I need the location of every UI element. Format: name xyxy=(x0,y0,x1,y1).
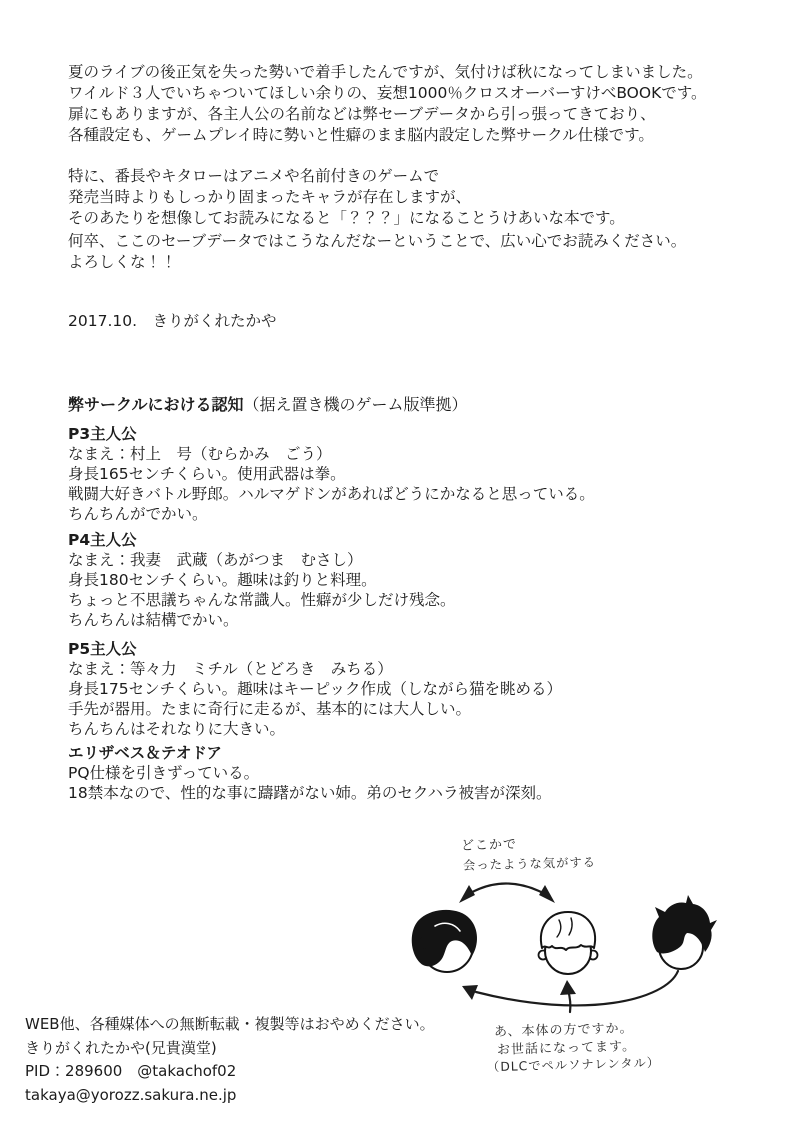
intro-paragraph-2 xyxy=(68,166,625,229)
profile-elizabeth-theodore xyxy=(68,743,552,803)
profile-title: P3主人公 xyxy=(68,425,137,443)
profile-p5-hero xyxy=(68,639,562,739)
profile-line: ちょっと不思議ちゃんな常識人。性癖が少しだけ残念。 xyxy=(68,591,456,609)
mutual-double-arrow-icon xyxy=(459,884,555,904)
copyright-notice: WEB他、各種媒体への無断転載・複製等はおやめください。 xyxy=(25,1015,435,1033)
profile-line: 身長165センチくらい。使用武器は拳。 xyxy=(68,465,346,483)
profile-line: なまえ：等々力 ミチル（とどろき みちる） xyxy=(68,660,393,678)
p4-hero-head-icon xyxy=(539,912,598,974)
section-heading-title: 弊サークルにおける認知 xyxy=(68,395,244,414)
intro-line: 扉にもありますが、各主人公の名前などは弊セーブデータから引っ張ってきており、 xyxy=(68,105,656,123)
section-heading xyxy=(68,392,468,415)
intro-line: 各種設定も、ゲームプレイ時に勢いと性癖のまま脳内設定した弊サークル仕様です。 xyxy=(68,126,654,144)
contact-email: takaya@yorozz.sakura.ne.jp xyxy=(25,1085,237,1104)
profile-p4-hero xyxy=(68,530,456,630)
intro-line: 何卒、ここのセーブデータではこうなんだなーということで、広い心でお読みください。 xyxy=(68,232,687,250)
handwritten-note-bottom-line2: お世話になってます。 xyxy=(496,1039,637,1058)
handwritten-note-bottom-line3: （DLCでペルソナレンタル） xyxy=(486,1055,661,1075)
curved-arrow-with-branch-icon xyxy=(462,971,678,1012)
p3-hero-head-icon xyxy=(412,910,477,972)
profile-p3-hero xyxy=(68,424,595,524)
profile-line: 手先が器用。たまに奇行に走るが、基本的には大人しい。 xyxy=(68,700,472,718)
profile-line: 18禁本なので、性的な事に躊躇がない姉。弟のセクハラ被害が深刻。 xyxy=(68,784,552,802)
author-circle-name: きりがくれたかや(兄貴漢堂) xyxy=(25,1038,217,1057)
intro-line: ワイルド３人でいちゃついてほしい余りの、妄想1000％クロスオーバーすけべBOOKです。 xyxy=(68,84,707,102)
handwritten-note-top-line2: 会ったような気がする xyxy=(462,855,597,873)
date-signature: 2017.10. きりがくれたかや xyxy=(68,312,277,330)
section-heading-subtitle: （据え置き機のゲーム版準拠） xyxy=(243,395,468,414)
intro-line: 発売当時よりもしっかり固まったキャラが存在しますが、 xyxy=(68,188,472,206)
intro-line: よろしくな！！ xyxy=(68,253,177,271)
intro-line: そのあたりを想像してお読みになると「？？？」になることうけあいな本です。 xyxy=(68,209,625,227)
handwritten-note-top-line1: どこかで xyxy=(460,837,518,854)
profile-line: なまえ：村上 号（むらかみ ごう） xyxy=(68,445,332,463)
profile-title: エリザベス＆テオドア xyxy=(68,744,222,762)
profile-line: ちんちんがでかい。 xyxy=(68,505,208,523)
p5-hero-head-icon xyxy=(652,895,717,969)
profile-line: ちんちんは結構でかい。 xyxy=(68,611,239,629)
intro-line: 夏のライブの後正気を失った勢いで着手したんですが、気付けば秋になってしまいました。 xyxy=(68,63,703,81)
profile-line: PQ仕様を引きずっている。 xyxy=(68,764,260,782)
pid-and-twitter-handle: PID：289600 @takachof02 xyxy=(25,1062,237,1080)
handwritten-note-bottom-line1: あ、本体の方ですか。 xyxy=(493,1021,634,1040)
profile-line: なまえ：我妻 武蔵（あがつま むさし） xyxy=(68,551,363,569)
profile-title: P5主人公 xyxy=(68,640,137,658)
credits-footer xyxy=(25,1013,435,1107)
profile-line: 身長180センチくらい。趣味は釣りと料理。 xyxy=(68,571,377,589)
profile-line: ちんちんはそれなりに大きい。 xyxy=(68,720,286,738)
profile-line: 戦闘大好きバトル野郎。ハルマゲドンがあればどうにかなると思っている。 xyxy=(68,485,595,503)
profile-line: 身長175センチくらい。趣味はキーピック作成（しながら猫を眺める） xyxy=(68,680,562,698)
intro-paragraph-1 xyxy=(68,62,707,146)
intro-paragraph-3 xyxy=(68,231,686,273)
intro-line: 特に、番長やキタローはアニメや名前付きのゲームで xyxy=(68,167,440,185)
profile-title: P4主人公 xyxy=(68,531,137,549)
